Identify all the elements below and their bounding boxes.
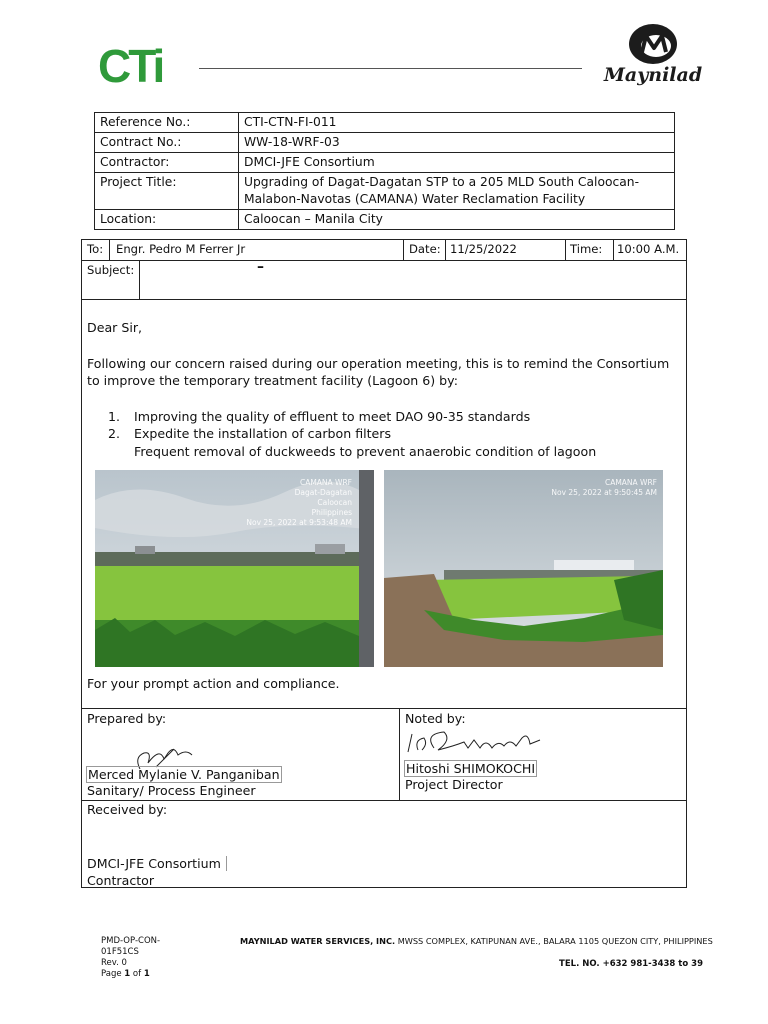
noted-by-title: Project Director	[405, 777, 503, 792]
cti-logo	[98, 42, 178, 88]
maynilad-wordmark: Maynilad	[603, 64, 703, 86]
ref-value: Upgrading of Dagat-Dagatan STP to a 205 MLD South Caloocan-Malabon-Navotas (CAMANA) Water Reclamation Facility	[239, 173, 675, 210]
ref-value: DMCI-JFE Consortium	[239, 153, 675, 173]
received-by-name: DMCI-JFE Consortium	[86, 856, 227, 871]
maynilad-emblem-icon	[594, 22, 712, 66]
subject-value: –	[257, 259, 264, 275]
ref-label: Project Title:	[95, 173, 239, 210]
table-row	[95, 210, 675, 230]
time-label: Time:	[570, 242, 603, 256]
received-by-title: Contractor	[87, 873, 155, 888]
footer-company: MAYNILAD WATER SERVICES, INC.	[240, 936, 396, 946]
received-by-name-box	[86, 853, 227, 872]
time-value: 10:00 A.M.	[617, 242, 680, 256]
footer-address: MWSS COMPLEX, KATIPUNAN AVE., BALARA 1105 QUEZON CITY, PHILIPPINES	[397, 936, 713, 946]
received-by-label: Received by:	[87, 802, 168, 817]
prepared-by-name: Merced Mylanie V. Panganiban	[88, 767, 280, 782]
list-item-text: Expedite the installation of carbon filters	[134, 426, 392, 441]
ref-value: CTI-CTN-FI-011	[239, 113, 675, 133]
body-paragraph: Following our concern raised during our operation meeting, this is to remind the Consortium to improve the temporary treatment facility (Lagoon 6) by:	[87, 356, 670, 388]
table-row	[95, 173, 675, 210]
footer-doc-code: PMD-OP-CON- 01F51CS Rev. 0 Page 1 of 1	[101, 936, 161, 979]
noted-by-name-box	[404, 758, 537, 777]
lagoon-photo-right	[384, 470, 663, 667]
list-item: 2. Expedite the installation of carbon filters	[108, 426, 392, 441]
ref-label: Location:	[95, 210, 239, 230]
closing-line: For your prompt action and compliance.	[87, 676, 340, 691]
noted-by-name: Hitoshi SHIMOKOCHI	[406, 761, 536, 776]
table-row	[95, 133, 675, 153]
salutation: Dear Sir,	[87, 320, 143, 335]
table-row	[95, 113, 675, 133]
footer-tel: TEL. NO. +632 981-3438 to 39	[559, 959, 703, 969]
list-item-extra: Frequent removal of duckweeds to prevent anaerobic condition of lagoon	[134, 444, 597, 459]
noted-by-label: Noted by:	[405, 711, 466, 726]
prepared-by-label: Prepared by:	[87, 711, 167, 726]
header-rule	[199, 68, 582, 69]
subject-label: Subject:	[87, 263, 135, 277]
prepared-by-title: Sanitary/ Process Engineer	[87, 783, 256, 798]
table-row	[95, 153, 675, 173]
date-value: 11/25/2022	[450, 242, 517, 256]
maynilad-logo	[594, 22, 712, 92]
footer-company-address	[240, 936, 713, 947]
ref-value: Caloocan – Manila City	[239, 210, 675, 230]
list-item: 1. Improving the quality of effluent to meet DAO 90-35 standards	[108, 409, 531, 424]
to-value: Engr. Pedro M Ferrer Jr	[116, 242, 246, 256]
ref-label: Contract No.:	[95, 133, 239, 153]
photo-timestamp: CAMANA WRF Nov 25, 2022 at 9:50:45 AM	[551, 478, 657, 497]
prepared-by-name-box	[86, 764, 282, 783]
to-label: To:	[87, 242, 104, 256]
lagoon-photo-left	[95, 470, 374, 667]
memo-form	[81, 239, 687, 888]
date-label: Date:	[409, 242, 441, 256]
ref-value: WW-18-WRF-03	[239, 133, 675, 153]
ref-label: Contractor:	[95, 153, 239, 173]
list-item-text: Improving the quality of effluent to meet DAO 90-35 standards	[134, 409, 531, 424]
reference-table	[94, 112, 675, 230]
signature-noted	[404, 726, 544, 758]
photo-timestamp: CAMANA WRF Dagat-Dagatan Caloocan Philippines Nov 25, 2022 at 9:53:48 AM	[246, 478, 352, 527]
ref-label: Reference No.:	[95, 113, 239, 133]
cti-logo-text: CTi	[98, 42, 163, 88]
